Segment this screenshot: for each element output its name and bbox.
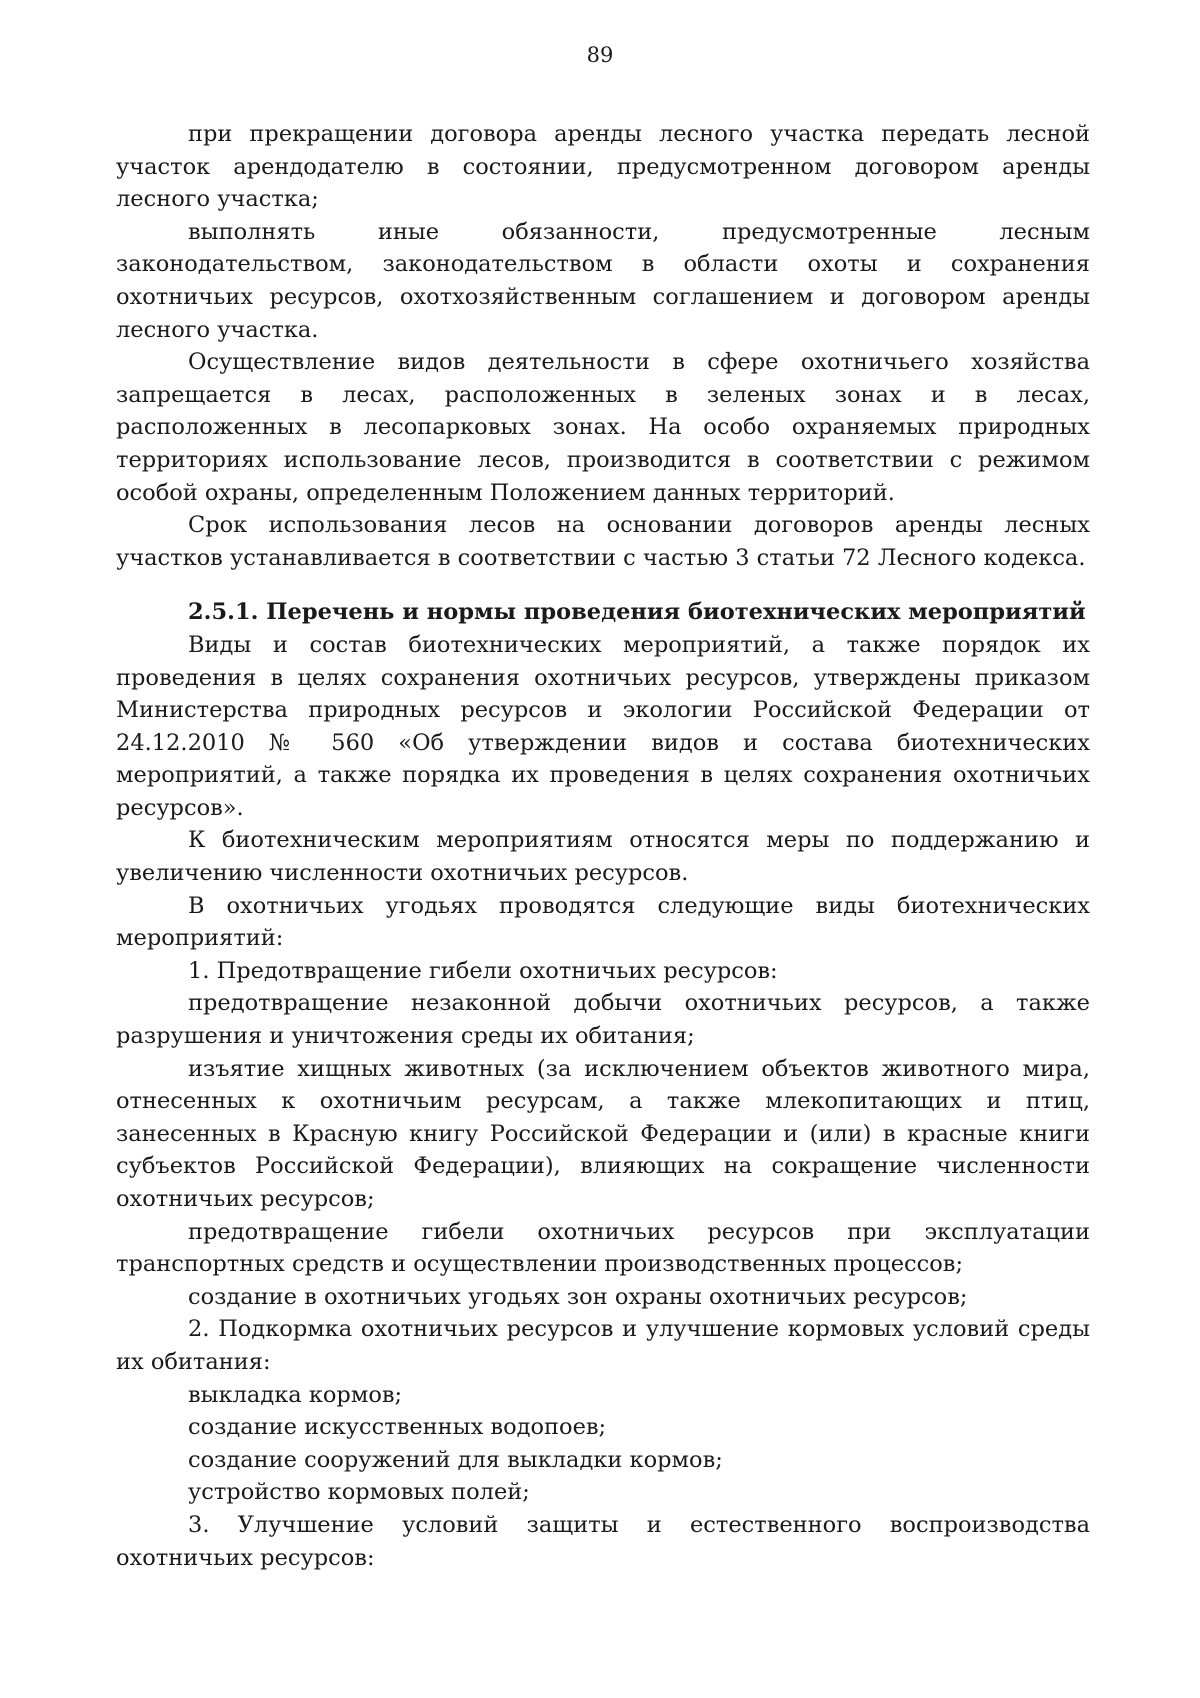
page-number: 89: [586, 43, 614, 67]
list-item-2-a: выкладка кормов;: [188, 1381, 403, 1408]
paragraph-order-reference: Виды и состав биотехнических мероприятий, а также порядок их проведения в целях сохранения охотничьих ресурсов, утверждены приказом Министерства природных ресурсов и экологии Российской Федерации от 24.12.2010 № 560 «Об утверждении видов и состава биотехнических мероприятий, а также порядка их проведения в целях сохранения охотничьих ресурсов».: [116, 631, 1090, 821]
list-item-2-c: создание сооружений для выкладки кормов;: [188, 1446, 723, 1473]
paragraph-prohibited-activities: Осуществление видов деятельности в сфере охотничьего хозяйства запрещается в лесах, расположенных в зеленых зонах и в лесах, расположенных в лесопарковых зонах. На особо охраняемых природных территориях использование лесов, производится в соответствии с режимом особой охраны, определенным Положением данных территорий.: [116, 349, 1090, 506]
list-item-1-b: изъятие хищных животных (за исключением объектов животного мира, отнесенных к охотничьим ресурсам, а также млекопитающих и птиц, занесенных в Красную книгу Российской Федерации и (или) в красные книги субъектов Российской Федерации), влияющих на сокращение численности охотничьих ресурсов;: [116, 1055, 1090, 1212]
list-item-3-heading: 3. Улучшение условий защиты и естественного воспроизводства охотничьих ресурсов:: [116, 1511, 1090, 1571]
paragraph-lease-term: Срок использования лесов на основании договоров аренды лесных участков устанавливается в соответствии с частью 3 статьи 72 Лесного кодекса.: [116, 512, 1090, 571]
paragraph-lease-termination: при прекращении договора аренды лесного участка передать лесной участок арендодателю в состоянии, предусмотренном договором аренды лесного участка;: [116, 121, 1090, 213]
document-body: [116, 118, 1090, 1574]
section-heading-2-5-1: 2.5.1. Перечень и нормы проведения биотехнических мероприятий: [188, 599, 1086, 626]
list-item-2-d: устройство кормовых полей;: [188, 1479, 530, 1506]
list-item-1-c: предотвращение гибели охотничьих ресурсов при эксплуатации транспортных средств и осуществлении производственных процессов;: [116, 1218, 1090, 1278]
paragraph-other-duties: выполнять иные обязанности, предусмотренные лесным законодательством, законодательством в области охоты и сохранения охотничьих ресурсов, охотхозяйственным соглашением и договором аренды лесного участка.: [116, 218, 1090, 343]
list-item-1-d: создание в охотничьих угодьях зон охраны охотничьих ресурсов;: [188, 1283, 968, 1310]
list-item-2-b: создание искусственных водопоев;: [188, 1414, 607, 1441]
list-item-2-heading: 2. Подкормка охотничьих ресурсов и улучшение кормовых условий среды их обитания:: [116, 1316, 1090, 1375]
list-item-1-a: предотвращение незаконной добычи охотничьих ресурсов, а также разрушения и уничтожения среды их обитания;: [116, 990, 1090, 1050]
paragraph-biotech-types-intro: В охотничьих угодьях проводятся следующие виды биотехнических мероприятий:: [116, 892, 1090, 952]
paragraph-biotech-definition: К биотехническим мероприятиям относятся меры по поддержанию и увеличению численности охотничьих ресурсов.: [116, 827, 1090, 887]
list-item-1-heading: 1. Предотвращение гибели охотничьих ресурсов:: [188, 957, 778, 984]
